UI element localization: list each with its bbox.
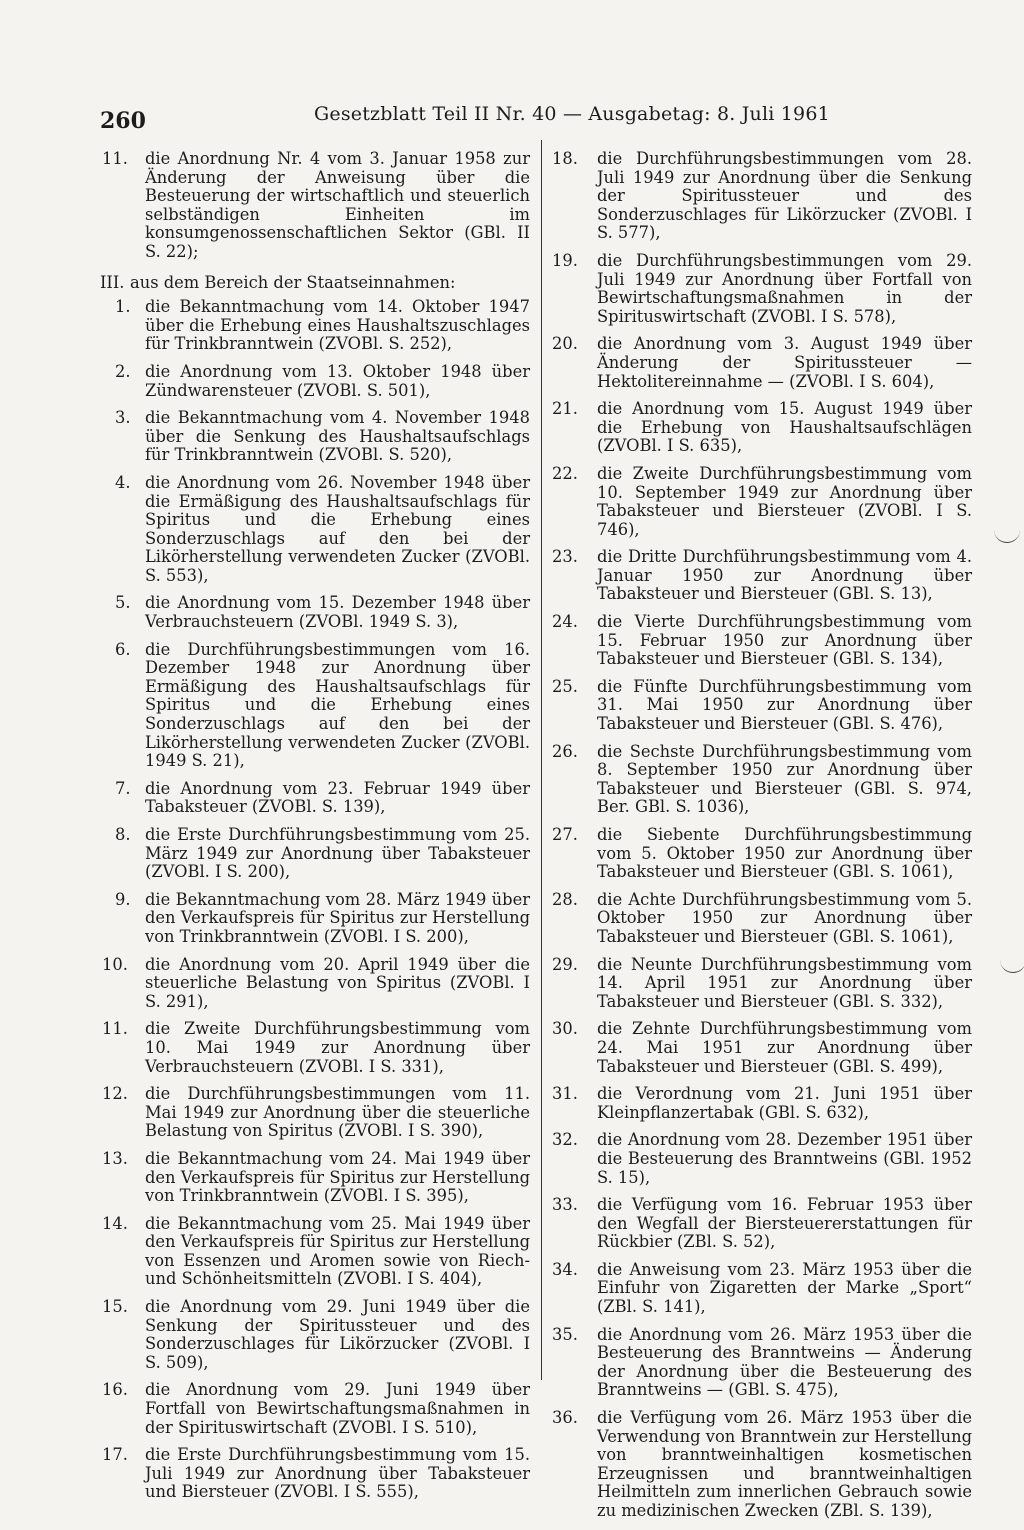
list-item — [552, 1326, 972, 1400]
item-number: 36. — [552, 1408, 578, 1428]
list-item — [100, 1298, 530, 1372]
left-column — [100, 150, 530, 1511]
item-number: 31. — [552, 1084, 578, 1104]
item-text: die Dritte Durchführungsbestimmung vom 4. Januar 1950 zur Anordnung über Tabaksteuer und Biersteuer (GBl. S. 13), — [597, 547, 972, 604]
item-number: 24. — [552, 612, 578, 632]
item-text: die Anordnung vom 28. Dezember 1951 über die Besteuerung des Branntweins (GBl. 1952 S. 15), — [597, 1130, 972, 1187]
list-item — [100, 298, 530, 354]
right-column — [552, 150, 972, 1530]
item-text: die Durchführungsbestimmungen vom 28. Juli 1949 zur Anordnung über die Senkung der Spiritussteuer und des Sonderzuschlages für Likörzucker (ZVOBl. I S. 577), — [597, 149, 972, 243]
item-number: 34. — [552, 1259, 578, 1279]
list-item — [100, 1381, 530, 1437]
item-number: 6. — [115, 639, 131, 659]
item-text: die Anordnung vom 26. November 1948 über die Ermäßigung des Haushaltsaufschlags für Spiritus und die Erhebung eines Sonderzuschlags auf den bei der Likörherstellung verwendeten Zucker (ZVOBl. S. 553), — [145, 472, 530, 585]
list-item — [100, 956, 530, 1012]
list-item — [552, 826, 972, 882]
item-text: die Anordnung vom 13. Oktober 1948 über Zündwarensteuer (ZVOBl. S. 501), — [145, 361, 530, 400]
item-number: 13. — [102, 1148, 128, 1168]
margin-mark — [1000, 958, 1024, 973]
item-text: die Durchführungsbestimmungen vom 11. Mai 1949 zur Anordnung über die steuerliche Belastung von Spiritus (ZVOBl. I S. 390), — [145, 1084, 530, 1141]
item-number: 22. — [552, 463, 578, 483]
item-number: 2. — [115, 361, 131, 381]
item-number: 23. — [552, 547, 578, 567]
item-text: die Fünfte Durchführungsbestimmung vom 31. Mai 1950 zur Anordnung über Tabaksteuer und Biersteuer (GBl. S. 476), — [597, 676, 972, 734]
item-number: 20. — [552, 334, 578, 354]
item-number: 28. — [552, 889, 578, 909]
list-item — [552, 1131, 972, 1187]
list-item — [552, 1085, 972, 1122]
item-number: 19. — [552, 250, 578, 270]
item-text: die Neunte Durchführungsbestimmung vom 14. April 1951 zur Anordnung über Tabaksteuer und Biersteuer (GBl. S. 332), — [597, 954, 972, 1011]
list-item — [552, 956, 972, 1012]
item-number: 12. — [102, 1084, 128, 1104]
item-number: 35. — [552, 1324, 578, 1344]
item-text: die Vierte Durchführungsbestimmung vom 15. Februar 1950 zur Anordnung über Tabaksteuer und Biersteuer (GBl. S. 134), — [597, 612, 972, 669]
item-number: 15. — [102, 1297, 128, 1317]
item-text: die Siebente Durchführungsbestimmung vom 5. Oktober 1950 zur Anordnung über Tabaksteuer und Biersteuer (GBl. S. 1061), — [597, 825, 972, 882]
item-text: die Anordnung vom 29. Juni 1949 über die Senkung der Spiritussteuer und des Sonderzuschlages für Likörzucker (ZVOBl. I S. 509), — [145, 1297, 530, 1372]
list-item — [552, 1196, 972, 1252]
item-number: 11. — [102, 149, 128, 168]
item-text: die Bekanntmachung vom 25. Mai 1949 über den Verkaufspreis für Spiritus zur Herstellung von Essenzen und Aromen sowie von Riech- und Schönheitsmitteln (ZVOBl. I S. 404), — [145, 1213, 530, 1289]
item-number: 18. — [552, 149, 578, 168]
item-number: 1. — [115, 297, 131, 317]
item-text: die Achte Durchführungsbestimmung vom 5. Oktober 1950 zur Anordnung über Tabaksteuer und Biersteuer (GBl. S. 1061), — [597, 889, 972, 946]
item-text: die Erste Durchführungsbestimmung vom 25. März 1949 zur Anordnung über Tabaksteuer (ZVOBl. I S. 200), — [145, 825, 530, 882]
list-item — [552, 743, 972, 817]
list-item — [552, 548, 972, 604]
item-number: 8. — [115, 825, 131, 844]
list-item — [100, 1215, 530, 1289]
list-item — [552, 678, 972, 734]
list-item — [100, 1085, 530, 1141]
item-number: 11. — [102, 1019, 128, 1039]
list-item — [100, 409, 530, 465]
item-text: die Verordnung vom 21. Juni 1951 über Kleinpflanzertabak (GBl. S. 632), — [597, 1084, 972, 1122]
list-item — [552, 1020, 972, 1076]
list-item — [100, 150, 530, 262]
list-item — [100, 641, 530, 771]
item-text: die Anordnung vom 20. April 1949 über die steuerliche Belastung von Spiritus (ZVOBl. I S. 291), — [145, 954, 530, 1011]
item-text: die Zweite Durchführungsbestimmung vom 10. September 1949 zur Anordnung über Tabaksteuer und Biersteuer (ZVOBl. I S. 746), — [597, 463, 972, 539]
page-number: 260 — [100, 108, 146, 134]
item-text: die Verfügung vom 16. Februar 1953 über den Wegfall der Biersteuererstattungen für Rückbier (ZBl. S. 52), — [597, 1195, 972, 1252]
item-number: 10. — [102, 954, 128, 974]
item-text: die Zehnte Durchführungsbestimmung vom 24. Mai 1951 zur Anordnung über Tabaksteuer und Biersteuer (GBl. S. 499), — [597, 1019, 972, 1076]
item-number: 3. — [115, 408, 131, 428]
item-number: 16. — [102, 1380, 128, 1400]
item-text: die Verfügung vom 26. März 1953 über die Verwendung von Branntwein zur Herstellung von branntweinhaltigen kosmetischen Erzeugnissen und branntweinhaltigen Heilmitteln zum innerlichen Gebrauch sowie zu medizinischen Zwecken (ZBl. S. 139), — [597, 1408, 972, 1520]
list-item — [100, 363, 530, 400]
item-text: die Anordnung vom 23. Februar 1949 über Tabaksteuer (ZVOBl. S. 139), — [145, 778, 530, 817]
header-title: Gesetzblatt Teil II Nr. 40 — Ausgabetag: 8. Juli 1961 — [314, 103, 830, 125]
item-number: 25. — [552, 676, 578, 696]
item-text: die Anweisung vom 23. März 1953 über die Einfuhr von Zigaretten der Marke „Sport“ (ZBl. S. 141), — [597, 1259, 972, 1317]
list-item — [100, 780, 530, 817]
item-number: 27. — [552, 825, 578, 844]
item-number: 30. — [552, 1019, 578, 1039]
list-item — [100, 1020, 530, 1076]
list-item — [100, 474, 530, 586]
item-number: 33. — [552, 1195, 578, 1215]
section-number: III. — [100, 272, 125, 292]
margin-mark — [994, 528, 1020, 543]
list-item — [100, 1446, 530, 1502]
section-heading — [100, 274, 530, 293]
list-item — [100, 594, 530, 631]
item-number: 9. — [115, 889, 131, 909]
item-number: 5. — [115, 593, 131, 613]
page-header — [100, 100, 830, 134]
item-text: die Bekanntmachung vom 28. März 1949 über den Verkaufspreis für Spiritus zur Herstellung von Trinkbranntwein (ZVOBl. I S. 200), — [145, 889, 530, 946]
list-item — [552, 1261, 972, 1317]
item-number: 21. — [552, 399, 578, 419]
item-text: die Durchführungsbestimmungen vom 16. Dezember 1948 zur Anordnung über Ermäßigung des Haushaltsaufschlags für Spiritus und die Erhebung eines Sonderzuschlags auf den bei der Likörherstellung verwendeten Zucker (ZVOBl. 1949 S. 21), — [145, 639, 530, 771]
column-divider — [541, 140, 542, 1380]
list-item — [100, 891, 530, 947]
item-text: die Bekanntmachung vom 24. Mai 1949 über den Verkaufspreis für Spiritus zur Herstellung von Trinkbranntwein (ZVOBl. I S. 395), — [145, 1148, 530, 1206]
list-item — [552, 465, 972, 539]
item-number: 29. — [552, 954, 578, 974]
item-number: 4. — [115, 472, 131, 492]
item-number: 17. — [102, 1445, 128, 1465]
item-text: die Zweite Durchführungsbestimmung vom 10. Mai 1949 zur Anordnung über Verbrauchsteuern (ZVOBl. I S. 331), — [145, 1019, 530, 1076]
item-text: die Anordnung vom 26. März 1953 über die Besteuerung des Branntweins — Änderung der Anordnung über die Besteuerung des Branntweins — (GBl. S. 475), — [597, 1324, 972, 1400]
item-text: die Anordnung vom 15. August 1949 über die Erhebung von Haushaltsaufschlägen (ZVOBl. I S. 635), — [597, 399, 972, 456]
item-text: die Anordnung vom 15. Dezember 1948 über Verbrauchsteuern (ZVOBl. 1949 S. 3), — [145, 593, 530, 632]
item-text: die Erste Durchführungsbestimmung vom 15. Juli 1949 zur Anordnung über Tabaksteuer und Biersteuer (ZVOBl. I S. 555), — [145, 1445, 530, 1502]
list-item — [552, 1409, 972, 1521]
item-number: 14. — [102, 1213, 128, 1233]
list-item — [552, 613, 972, 669]
list-item — [552, 891, 972, 947]
item-text: die Anordnung Nr. 4 vom 3. Januar 1958 zur Änderung der Anweisung über die Besteuerung der wirtschaftlich und steuerlich selbständigen Einheiten im konsumgenossenschaftlichen Sektor (GBl. II S. 22); — [145, 149, 530, 261]
list-item — [552, 400, 972, 456]
list-item — [552, 252, 972, 326]
item-text: die Bekanntmachung vom 14. Oktober 1947 über die Erhebung eines Haushaltszuschlages für Trinkbranntwein (ZVOBl. S. 252), — [145, 297, 530, 354]
item-text: die Bekanntmachung vom 4. November 1948 über die Senkung des Haushaltsaufschlags für Trinkbranntwein (ZVOBl. S. 520), — [145, 408, 530, 465]
item-number: 7. — [115, 778, 131, 798]
list-item — [100, 826, 530, 882]
item-number: 32. — [552, 1130, 578, 1150]
list-item — [552, 150, 972, 243]
item-number: 26. — [552, 741, 578, 761]
section-title: aus dem Bereich der Staatseinnahmen: — [130, 272, 456, 292]
item-text: die Sechste Durchführungsbestimmung vom 8. September 1950 zur Anordnung über Tabaksteuer und Biersteuer (GBl. S. 974, Ber. GBl. S. 1036), — [597, 741, 972, 817]
list-item — [100, 1150, 530, 1206]
list-item — [552, 335, 972, 391]
item-text: die Anordnung vom 29. Juni 1949 über Fortfall von Bewirtschaftungsmaßnahmen in der Spirituswirtschaft (ZVOBl. I S. 510), — [145, 1380, 530, 1437]
item-text: die Anordnung vom 3. August 1949 über Änderung der Spiritussteuer — Hektolitereinnahme — (ZVOBl. I S. 604), — [597, 334, 972, 391]
item-text: die Durchführungsbestimmungen vom 29. Juli 1949 zur Anordnung über Fortfall von Bewirtschaftungsmaßnahmen in der Spirituswirtschaft (ZVOBl. I S. 578), — [597, 250, 972, 326]
